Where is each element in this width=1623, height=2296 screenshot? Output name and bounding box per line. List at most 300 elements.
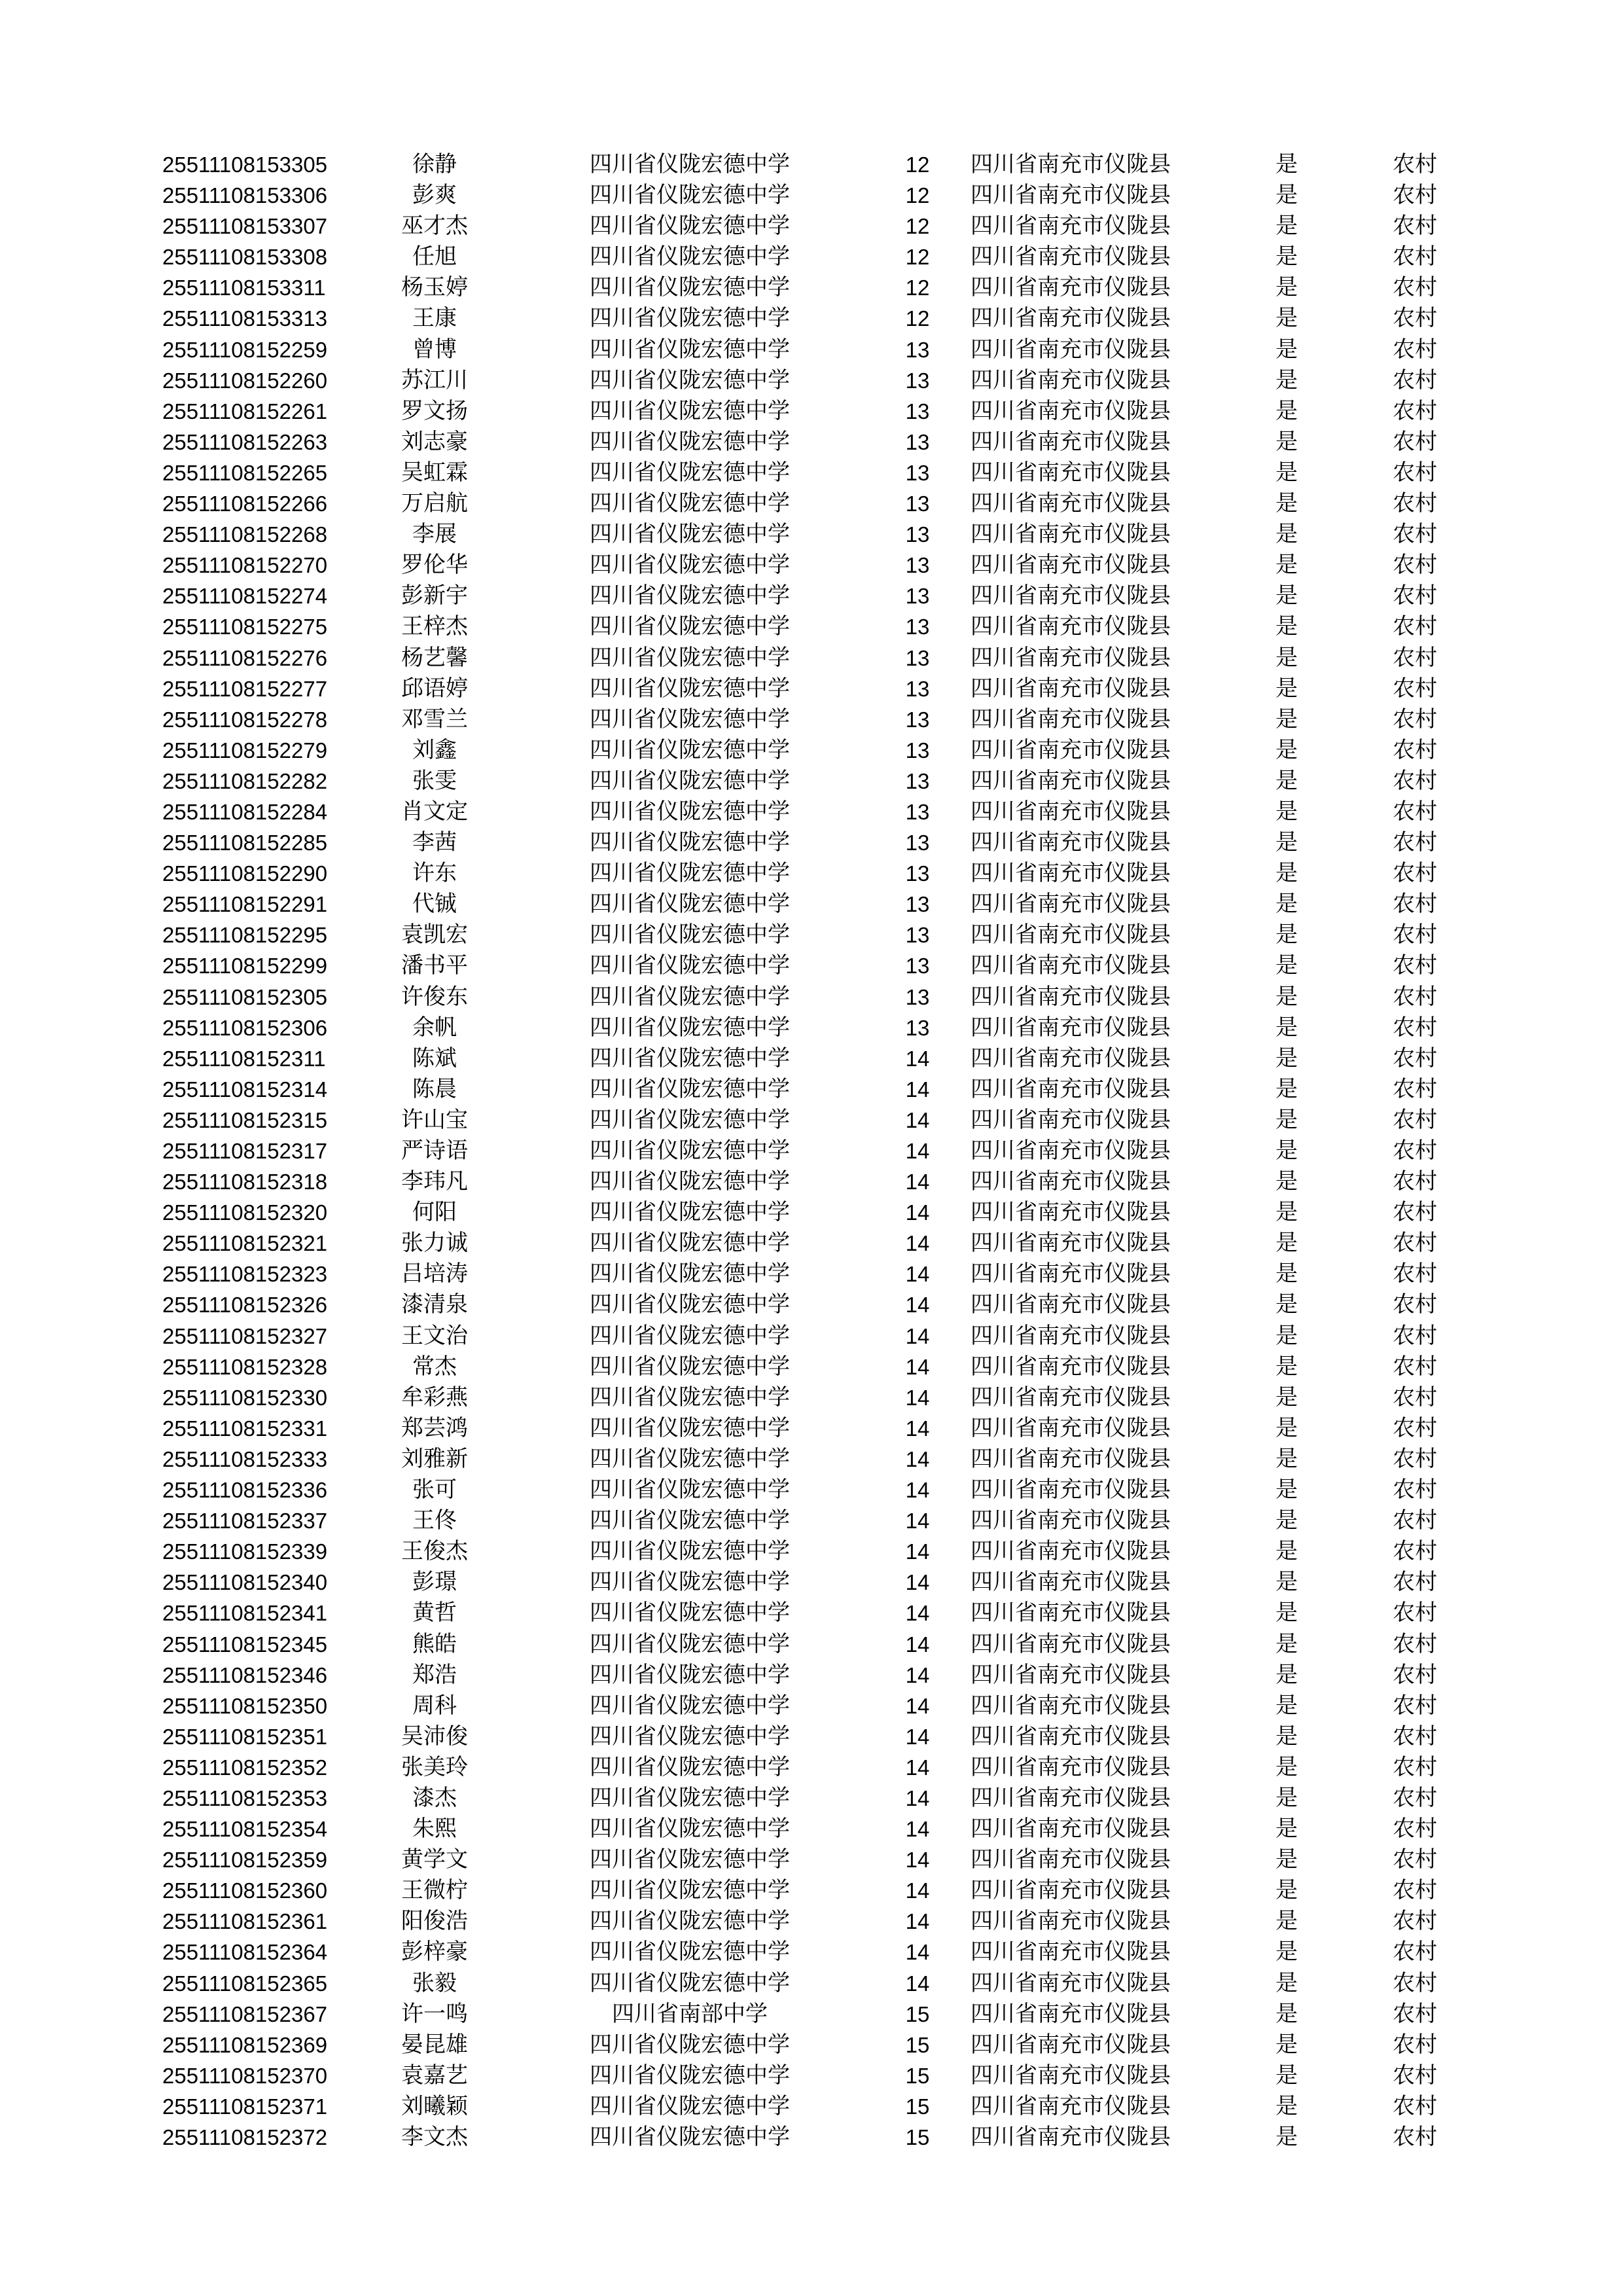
region-cell: 四川省南充市仪陇县 — [971, 1600, 1171, 1626]
student-id-cell: 25511108152321 — [162, 1231, 328, 1256]
grade-cell: 13 — [905, 861, 930, 886]
table-row — [0, 427, 1623, 457]
eligibility-cell: 是 — [1275, 1600, 1298, 1626]
grade-cell: 13 — [905, 984, 930, 1009]
region-cell: 四川省南充市仪陇县 — [971, 1045, 1171, 1071]
eligibility-cell: 是 — [1275, 583, 1298, 609]
region-cell: 四川省南充市仪陇县 — [971, 1322, 1171, 1349]
student-name-cell: 晏昆雄 — [401, 2031, 468, 2058]
student-name-cell: 牟彩燕 — [401, 1384, 468, 1410]
grade-cell: 15 — [905, 2063, 930, 2088]
eligibility-cell: 是 — [1275, 1445, 1298, 1472]
student-name-cell: 熊皓 — [412, 1630, 457, 1657]
student-id-cell: 25511108152351 — [162, 1724, 328, 1749]
grade-cell: 14 — [905, 1509, 930, 1534]
student-id-cell: 25511108152276 — [162, 645, 328, 670]
residence-type-cell: 农村 — [1393, 1106, 1437, 1133]
eligibility-cell: 是 — [1275, 1816, 1298, 1842]
eligibility-cell: 是 — [1275, 1784, 1298, 1811]
residence-type-cell: 农村 — [1393, 1353, 1437, 1380]
student-id-cell: 25511108152367 — [162, 2001, 328, 2026]
residence-type-cell: 农村 — [1393, 583, 1437, 609]
residence-type-cell: 农村 — [1393, 1969, 1437, 1996]
student-id-cell: 25511108152361 — [162, 1909, 328, 1934]
region-cell: 四川省南充市仪陇县 — [971, 2124, 1171, 2150]
school-cell: 四川省仪陇宏德中学 — [590, 367, 790, 393]
residence-type-cell: 农村 — [1393, 428, 1437, 455]
student-name-cell: 吴沛俊 — [401, 1723, 468, 1749]
student-name-cell: 刘雅新 — [401, 1445, 468, 1472]
student-id-cell: 25511108152372 — [162, 2125, 328, 2149]
student-name-cell: 李玮凡 — [401, 1168, 468, 1195]
student-name-cell: 杨玉婷 — [401, 274, 468, 301]
student-name-cell: 张美玲 — [401, 1753, 468, 1780]
school-cell: 四川省仪陇宏德中学 — [590, 2031, 790, 2058]
region-cell: 四川省南充市仪陇县 — [971, 983, 1171, 1010]
eligibility-cell: 是 — [1275, 1261, 1298, 1287]
region-cell: 四川省南充市仪陇县 — [971, 2092, 1171, 2119]
residence-type-cell: 农村 — [1393, 1630, 1437, 1657]
region-cell: 四川省南充市仪陇县 — [971, 305, 1171, 332]
table-row — [0, 2122, 1623, 2153]
eligibility-cell: 是 — [1275, 675, 1298, 702]
grade-cell: 12 — [905, 214, 930, 239]
grade-cell: 14 — [905, 1662, 930, 1687]
eligibility-cell: 是 — [1275, 1168, 1298, 1195]
grade-cell: 13 — [905, 954, 930, 978]
region-cell: 四川省南充市仪陇县 — [971, 675, 1171, 702]
grade-cell: 14 — [905, 1478, 930, 1503]
region-cell: 四川省南充市仪陇县 — [971, 891, 1171, 918]
eligibility-cell: 是 — [1275, 1569, 1298, 1596]
residence-type-cell: 农村 — [1393, 1723, 1437, 1749]
grade-cell: 14 — [905, 1785, 930, 1810]
eligibility-cell: 是 — [1275, 2092, 1298, 2119]
grade-cell: 14 — [905, 1139, 930, 1163]
eligibility-cell: 是 — [1275, 336, 1298, 363]
school-cell: 四川省仪陇宏德中学 — [590, 2062, 790, 2089]
table-row — [0, 1074, 1623, 1105]
region-cell: 四川省南充市仪陇县 — [971, 1846, 1171, 1873]
student-name-cell: 任旭 — [412, 243, 457, 270]
residence-type-cell: 农村 — [1393, 1784, 1437, 1811]
table-row — [0, 1166, 1623, 1197]
student-name-cell: 刘鑫 — [412, 736, 457, 763]
grade-cell: 12 — [905, 152, 930, 177]
table-row — [0, 1444, 1623, 1475]
grade-cell: 14 — [905, 1046, 930, 1071]
residence-type-cell: 农村 — [1393, 767, 1437, 794]
residence-type-cell: 农村 — [1393, 2031, 1437, 2058]
eligibility-cell: 是 — [1275, 1846, 1298, 1873]
grade-cell: 12 — [905, 306, 930, 331]
table-row — [0, 1197, 1623, 1228]
table-row — [0, 1536, 1623, 1567]
school-cell: 四川省仪陇宏德中学 — [590, 213, 790, 240]
student-id-cell: 25511108152323 — [162, 1262, 328, 1287]
region-cell: 四川省南充市仪陇县 — [971, 798, 1171, 825]
eligibility-cell: 是 — [1275, 182, 1298, 209]
residence-type-cell: 农村 — [1393, 274, 1437, 301]
table-row — [0, 2030, 1623, 2060]
school-cell: 四川省仪陇宏德中学 — [590, 1600, 790, 1626]
residence-type-cell: 农村 — [1393, 213, 1437, 240]
student-id-cell: 25511108152320 — [162, 1200, 328, 1225]
school-cell: 四川省仪陇宏德中学 — [590, 2124, 790, 2150]
region-cell: 四川省南充市仪陇县 — [971, 2062, 1171, 2089]
student-name-cell: 曾博 — [412, 336, 457, 363]
eligibility-cell: 是 — [1275, 1291, 1298, 1318]
eligibility-cell: 是 — [1275, 151, 1298, 177]
region-cell: 四川省南充市仪陇县 — [971, 736, 1171, 763]
grade-cell: 13 — [905, 522, 930, 547]
student-id-cell: 25511108152346 — [162, 1662, 328, 1687]
school-cell: 四川省仪陇宏德中学 — [590, 1939, 790, 1965]
student-name-cell: 罗文扬 — [401, 397, 468, 424]
region-cell: 四川省南充市仪陇县 — [971, 213, 1171, 240]
student-id-cell: 25511108153308 — [162, 245, 328, 270]
region-cell: 四川省南充市仪陇县 — [971, 1784, 1171, 1811]
eligibility-cell: 是 — [1275, 891, 1298, 918]
region-cell: 四川省南充市仪陇县 — [971, 1939, 1171, 1965]
student-id-cell: 25511108152275 — [162, 615, 328, 639]
region-cell: 四川省南充市仪陇县 — [971, 2031, 1171, 2058]
table-row — [0, 611, 1623, 642]
school-cell: 四川省仪陇宏德中学 — [590, 1908, 790, 1935]
eligibility-cell: 是 — [1275, 367, 1298, 393]
student-name-cell: 彭梓豪 — [401, 1939, 468, 1965]
region-cell: 四川省南充市仪陇县 — [971, 829, 1171, 856]
eligibility-cell: 是 — [1275, 1199, 1298, 1226]
school-cell: 四川省仪陇宏德中学 — [590, 1569, 790, 1596]
eligibility-cell: 是 — [1275, 1353, 1298, 1380]
student-id-cell: 25511108152282 — [162, 768, 328, 793]
school-cell: 四川省仪陇宏德中学 — [590, 1168, 790, 1195]
school-cell: 四川省仪陇宏德中学 — [590, 675, 790, 702]
grade-cell: 14 — [905, 1385, 930, 1410]
region-cell: 四川省南充市仪陇县 — [971, 2000, 1171, 2027]
student-name-cell: 王俊杰 — [401, 1538, 468, 1565]
residence-type-cell: 农村 — [1393, 2062, 1437, 2089]
region-cell: 四川省南充市仪陇县 — [971, 613, 1171, 640]
table-row — [0, 1013, 1623, 1043]
region-cell: 四川省南充市仪陇县 — [971, 1168, 1171, 1195]
residence-type-cell: 农村 — [1393, 860, 1437, 887]
school-cell: 四川省仪陇宏德中学 — [590, 1846, 790, 1873]
residence-type-cell: 农村 — [1393, 736, 1437, 763]
student-id-cell: 25511108152360 — [162, 1878, 328, 1903]
table-row — [0, 457, 1623, 488]
student-id-cell: 25511108152365 — [162, 1971, 328, 1996]
school-cell: 四川省仪陇宏德中学 — [590, 151, 790, 177]
school-cell: 四川省仪陇宏德中学 — [590, 428, 790, 455]
student-name-cell: 阳俊浩 — [401, 1908, 468, 1935]
student-id-cell: 25511108152328 — [162, 1354, 328, 1379]
school-cell: 四川省仪陇宏德中学 — [590, 583, 790, 609]
student-name-cell: 郑芸鸿 — [401, 1414, 468, 1441]
table-row — [0, 1352, 1623, 1382]
table-row — [0, 1043, 1623, 1074]
residence-type-cell: 农村 — [1393, 2124, 1437, 2150]
residence-type-cell: 农村 — [1393, 1753, 1437, 1780]
student-id-cell: 25511108152350 — [162, 1693, 328, 1718]
region-cell: 四川省南充市仪陇县 — [971, 490, 1171, 517]
region-cell: 四川省南充市仪陇县 — [971, 922, 1171, 948]
school-cell: 四川省仪陇宏德中学 — [590, 305, 790, 332]
school-cell: 四川省仪陇宏德中学 — [590, 829, 790, 856]
student-list-table — [0, 149, 1623, 2153]
eligibility-cell: 是 — [1275, 459, 1298, 486]
grade-cell: 13 — [905, 584, 930, 609]
region-cell: 四川省南充市仪陇县 — [971, 860, 1171, 887]
table-row — [0, 334, 1623, 365]
residence-type-cell: 农村 — [1393, 459, 1437, 486]
student-id-cell: 25511108152364 — [162, 1940, 328, 1965]
student-name-cell: 吕培涛 — [401, 1261, 468, 1287]
table-row — [0, 1937, 1623, 1967]
school-cell: 四川省仪陇宏德中学 — [590, 336, 790, 363]
eligibility-cell: 是 — [1275, 1538, 1298, 1565]
eligibility-cell: 是 — [1275, 613, 1298, 640]
student-name-cell: 彭爽 — [412, 182, 457, 209]
residence-type-cell: 农村 — [1393, 891, 1437, 918]
school-cell: 四川省仪陇宏德中学 — [590, 1816, 790, 1842]
table-row — [0, 1875, 1623, 1906]
region-cell: 四川省南充市仪陇县 — [971, 1692, 1171, 1719]
school-cell: 四川省仪陇宏德中学 — [590, 1230, 790, 1257]
school-cell: 四川省仪陇宏德中学 — [590, 521, 790, 548]
student-id-cell: 25511108152354 — [162, 1817, 328, 1842]
student-id-cell: 25511108152285 — [162, 831, 328, 855]
school-cell: 四川省仪陇宏德中学 — [590, 706, 790, 732]
grade-cell: 14 — [905, 1200, 930, 1225]
student-id-cell: 25511108152259 — [162, 337, 328, 362]
student-id-cell: 25511108152274 — [162, 584, 328, 609]
residence-type-cell: 农村 — [1393, 1846, 1437, 1873]
student-id-cell: 25511108152331 — [162, 1416, 328, 1441]
student-name-cell: 万启航 — [401, 490, 468, 517]
region-cell: 四川省南充市仪陇县 — [971, 767, 1171, 794]
region-cell: 四川省南充市仪陇县 — [971, 1630, 1171, 1657]
student-id-cell: 25511108152299 — [162, 954, 328, 978]
grade-cell: 14 — [905, 1570, 930, 1595]
student-id-cell: 25511108152290 — [162, 861, 328, 886]
eligibility-cell: 是 — [1275, 1384, 1298, 1410]
residence-type-cell: 农村 — [1393, 952, 1437, 979]
residence-type-cell: 农村 — [1393, 1569, 1437, 1596]
grade-cell: 13 — [905, 429, 930, 454]
table-row — [0, 1413, 1623, 1444]
student-id-cell: 25511108152330 — [162, 1385, 328, 1410]
student-id-cell: 25511108152326 — [162, 1293, 328, 1318]
residence-type-cell: 农村 — [1393, 922, 1437, 948]
student-name-cell: 苏江川 — [401, 367, 468, 393]
grade-cell: 13 — [905, 799, 930, 824]
region-cell: 四川省南充市仪陇县 — [971, 1538, 1171, 1565]
student-id-cell: 25511108152333 — [162, 1446, 328, 1471]
table-row — [0, 1321, 1623, 1352]
grade-cell: 13 — [905, 892, 930, 917]
region-cell: 四川省南充市仪陇县 — [971, 1291, 1171, 1318]
region-cell: 四川省南充市仪陇县 — [971, 1816, 1171, 1842]
eligibility-cell: 是 — [1275, 1723, 1298, 1749]
grade-cell: 14 — [905, 1601, 930, 1626]
grade-cell: 15 — [905, 2001, 930, 2026]
school-cell: 四川省仪陇宏德中学 — [590, 274, 790, 301]
student-name-cell: 许一鸣 — [401, 2000, 468, 2027]
eligibility-cell: 是 — [1275, 922, 1298, 948]
residence-type-cell: 农村 — [1393, 1322, 1437, 1349]
table-row — [0, 149, 1623, 180]
region-cell: 四川省南充市仪陇县 — [971, 1384, 1171, 1410]
student-id-cell: 25511108152279 — [162, 738, 328, 762]
eligibility-cell: 是 — [1275, 2000, 1298, 2027]
table-row — [0, 797, 1623, 827]
grade-cell: 14 — [905, 1693, 930, 1718]
student-name-cell: 王佟 — [412, 1507, 457, 1534]
grade-cell: 13 — [905, 1015, 930, 1040]
residence-type-cell: 农村 — [1393, 1138, 1437, 1164]
student-name-cell: 王梓杰 — [401, 613, 468, 640]
residence-type-cell: 农村 — [1393, 243, 1437, 270]
school-cell: 四川省仪陇宏德中学 — [590, 1014, 790, 1041]
grade-cell: 13 — [905, 645, 930, 670]
region-cell: 四川省南充市仪陇县 — [971, 336, 1171, 363]
table-row — [0, 1906, 1623, 1937]
student-name-cell: 余帆 — [412, 1014, 457, 1041]
region-cell: 四川省南充市仪陇县 — [971, 1014, 1171, 1041]
student-id-cell: 25511108152370 — [162, 2063, 328, 2088]
grade-cell: 14 — [905, 1848, 930, 1873]
region-cell: 四川省南充市仪陇县 — [971, 397, 1171, 424]
grade-cell: 14 — [905, 1262, 930, 1287]
student-id-cell: 25511108152315 — [162, 1107, 328, 1132]
student-name-cell: 杨艺馨 — [401, 644, 468, 671]
grade-cell: 13 — [905, 492, 930, 516]
school-cell: 四川省仪陇宏德中学 — [590, 1445, 790, 1472]
table-row — [0, 950, 1623, 981]
region-cell: 四川省南充市仪陇县 — [971, 1230, 1171, 1257]
table-row — [0, 1691, 1623, 1721]
school-cell: 四川省仪陇宏德中学 — [590, 1075, 790, 1102]
student-name-cell: 张可 — [412, 1477, 457, 1503]
region-cell: 四川省南充市仪陇县 — [971, 428, 1171, 455]
school-cell: 四川省仪陇宏德中学 — [590, 644, 790, 671]
student-id-cell: 25511108152352 — [162, 1755, 328, 1780]
residence-type-cell: 农村 — [1393, 675, 1437, 702]
eligibility-cell: 是 — [1275, 397, 1298, 424]
residence-type-cell: 农村 — [1393, 1661, 1437, 1688]
student-id-cell: 25511108152306 — [162, 1015, 328, 1040]
eligibility-cell: 是 — [1275, 1692, 1298, 1719]
table-row — [0, 519, 1623, 550]
residence-type-cell: 农村 — [1393, 1445, 1437, 1472]
eligibility-cell: 是 — [1275, 952, 1298, 979]
residence-type-cell: 农村 — [1393, 552, 1437, 579]
residence-type-cell: 农村 — [1393, 1507, 1437, 1534]
student-id-cell: 25511108152270 — [162, 553, 328, 578]
grade-cell: 12 — [905, 245, 930, 270]
school-cell: 四川省仪陇宏德中学 — [590, 243, 790, 270]
residence-type-cell: 农村 — [1393, 2000, 1437, 2027]
eligibility-cell: 是 — [1275, 1939, 1298, 1965]
student-id-cell: 25511108152263 — [162, 429, 328, 454]
student-name-cell: 何阳 — [412, 1199, 457, 1226]
student-id-cell: 25511108152353 — [162, 1785, 328, 1810]
table-row — [0, 272, 1623, 303]
table-row — [0, 1136, 1623, 1166]
eligibility-cell: 是 — [1275, 1507, 1298, 1534]
school-cell: 四川省仪陇宏德中学 — [590, 1199, 790, 1226]
eligibility-cell: 是 — [1275, 1630, 1298, 1657]
school-cell: 四川省仪陇宏德中学 — [590, 1106, 790, 1133]
grade-cell: 14 — [905, 1878, 930, 1903]
table-row — [0, 581, 1623, 611]
student-name-cell: 彭璟 — [412, 1569, 457, 1596]
school-cell: 四川省仪陇宏德中学 — [590, 1477, 790, 1503]
residence-type-cell: 农村 — [1393, 336, 1437, 363]
residence-type-cell: 农村 — [1393, 1939, 1437, 1965]
table-row — [0, 673, 1623, 704]
eligibility-cell: 是 — [1275, 1753, 1298, 1780]
student-name-cell: 许东 — [412, 860, 457, 887]
student-name-cell: 严诗语 — [401, 1138, 468, 1164]
school-cell: 四川省仪陇宏德中学 — [590, 1969, 790, 1996]
student-id-cell: 25511108152268 — [162, 522, 328, 547]
grade-cell: 14 — [905, 1755, 930, 1780]
residence-type-cell: 农村 — [1393, 1414, 1437, 1441]
school-cell: 四川省仪陇宏德中学 — [590, 952, 790, 979]
school-cell: 四川省仪陇宏德中学 — [590, 1753, 790, 1780]
school-cell: 四川省南部中学 — [612, 2000, 768, 2027]
student-name-cell: 漆清泉 — [401, 1291, 468, 1318]
eligibility-cell: 是 — [1275, 274, 1298, 301]
student-id-cell: 25511108152336 — [162, 1478, 328, 1503]
residence-type-cell: 农村 — [1393, 1600, 1437, 1626]
table-row — [0, 643, 1623, 673]
region-cell: 四川省南充市仪陇县 — [971, 367, 1171, 393]
residence-type-cell: 农村 — [1393, 1692, 1437, 1719]
grade-cell: 13 — [905, 553, 930, 578]
residence-type-cell: 农村 — [1393, 2092, 1437, 2119]
eligibility-cell: 是 — [1275, 1661, 1298, 1688]
eligibility-cell: 是 — [1275, 1045, 1298, 1071]
school-cell: 四川省仪陇宏德中学 — [590, 182, 790, 209]
school-cell: 四川省仪陇宏德中学 — [590, 1784, 790, 1811]
student-id-cell: 25511108152265 — [162, 460, 328, 485]
region-cell: 四川省南充市仪陇县 — [971, 644, 1171, 671]
student-id-cell: 25511108152339 — [162, 1539, 328, 1564]
residence-type-cell: 农村 — [1393, 1384, 1437, 1410]
student-id-cell: 25511108152345 — [162, 1632, 328, 1657]
residence-type-cell: 农村 — [1393, 983, 1437, 1010]
grade-cell: 14 — [905, 1170, 930, 1194]
student-id-cell: 25511108152371 — [162, 2094, 328, 2119]
school-cell: 四川省仪陇宏德中学 — [590, 1384, 790, 1410]
school-cell: 四川省仪陇宏德中学 — [590, 736, 790, 763]
student-id-cell: 25511108152260 — [162, 368, 328, 393]
student-name-cell: 彭新宇 — [401, 583, 468, 609]
student-id-cell: 25511108153311 — [162, 276, 326, 300]
eligibility-cell: 是 — [1275, 305, 1298, 332]
student-name-cell: 黄学文 — [401, 1846, 468, 1873]
residence-type-cell: 农村 — [1393, 1908, 1437, 1935]
table-row — [0, 1783, 1623, 1814]
school-cell: 四川省仪陇宏德中学 — [590, 1322, 790, 1349]
school-cell: 四川省仪陇宏德中学 — [590, 459, 790, 486]
eligibility-cell: 是 — [1275, 521, 1298, 548]
grade-cell: 14 — [905, 1107, 930, 1132]
